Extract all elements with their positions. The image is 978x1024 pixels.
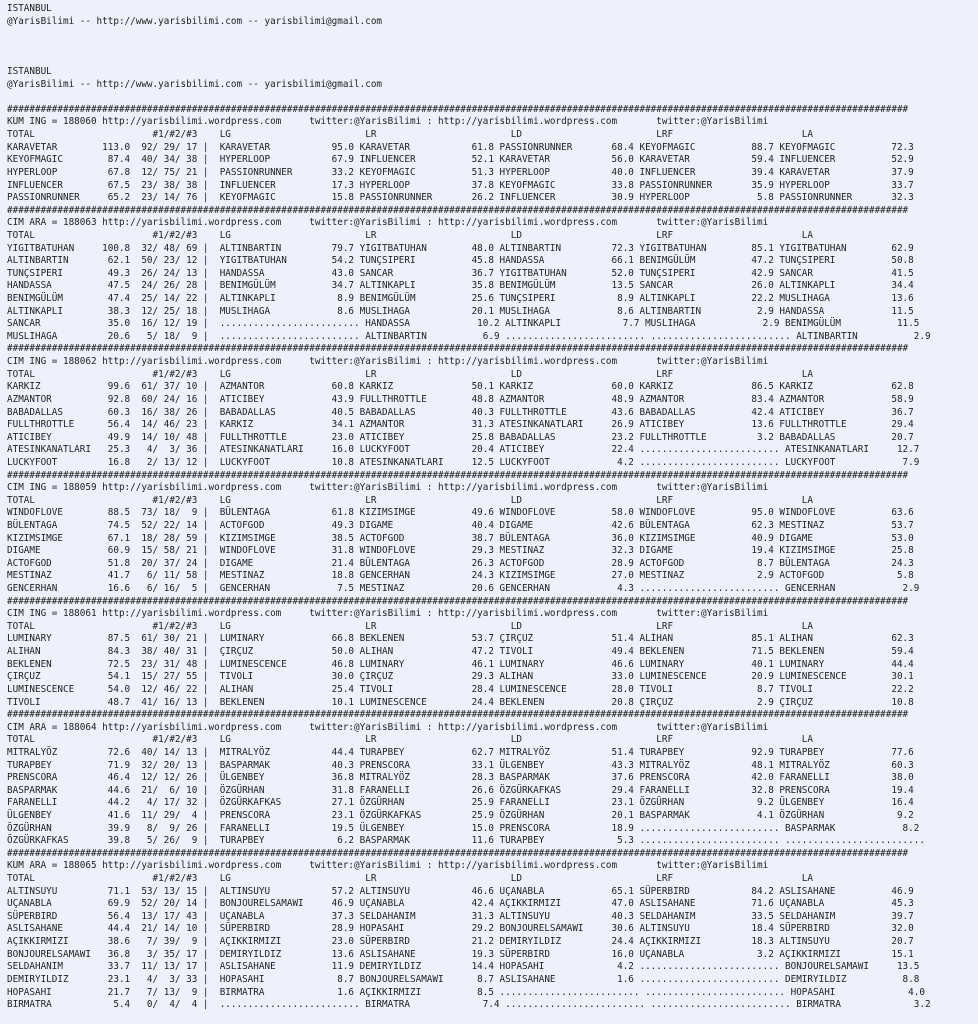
result-row: ALTINKAPLI 38.3 12/ 25/ 18 | MUSLIHAGA 8.6 MUSLIHAGA 20.1 MUSLIHAGA 8.6 ALTINBARTIN 2.9 HANDASSA 11.5 [7, 305, 914, 317]
separator-line: ################################################################################################################################################################# [7, 103, 909, 115]
result-row: KARKIZ 99.6 61/ 37/ 10 | AZMANTOR 60.8 KARKIZ 50.1 KARKIZ 60.0 KARKIZ 86.5 KARKIZ 62.8 [7, 381, 914, 393]
result-row: LUMINESCENCE 54.0 12/ 46/ 22 | ALIHAN 25.4 TIVOLI 28.4 LUMINESCENCE 28.0 TIVOLI 8.7 TIVOLI 22.2 [7, 683, 914, 695]
result-row: DIGAME 60.9 15/ 58/ 21 | WINDOFLOVE 31.8 WINDOFLOVE 29.3 MESTINAZ 32.3 DIGAME 19.4 KIZIMSIMGE 25.8 [7, 545, 914, 557]
separator-line: ################################################################################################################################################################# [7, 595, 909, 607]
blank-line [7, 53, 978, 66]
result-row: ALTINBARTIN 62.1 50/ 23/ 12 | YIGITBATUHAN 54.2 TUNÇSIPERI 45.8 HANDASSA 66.1 BENIMGÜLÜM 47.2 TUNÇSIPERI 50.8 [7, 255, 914, 267]
result-row: LUCKYFOOT 16.8 2/ 13/ 12 | LUCKYFOOT 10.8 ATESINKANATLARI 12.5 LUCKYFOOT 4.2 ......................... LUCKYFOOT 7.9 [7, 456, 920, 468]
column-header-line: TOTAL #1/#2/#3 LG LR LD LRF LA [7, 873, 813, 885]
result-row: ALIHAN 84.3 38/ 40/ 31 | ÇIRÇUZ 50.0 ALIHAN 47.2 TIVOLI 49.4 BEKLENEN 71.5 BEKLENEN 59.4 [7, 646, 914, 658]
result-row: YIGITBATUHAN 100.8 32/ 48/ 69 | ALTINBARTIN 79.7 YIGITBATUHAN 48.0 ALTINBARTIN 72.3 YIGITBATUHAN 85.1 YIGITBATUHAN 62.9 [7, 242, 914, 254]
result-row: WINDOFLOVE 88.5 73/ 18/ 9 | BÜLENTAGA 61.8 KIZIMSIMGE 49.6 WINDOFLOVE 58.0 WINDOFLOVE 95.0 WINDOFLOVE 63.6 [7, 507, 914, 519]
site-info-line: @YarisBilimi -- http://www.yarisbilimi.com -- yarisbilimi@gmail.com [7, 15, 383, 27]
blank-line [7, 91, 978, 104]
result-row: SÜPERBIRD 56.4 13/ 17/ 43 | UÇANABLA 37.3 SELDAHANIM 31.3 ALTINSUYU 40.3 SELDAHANIM 33.5 SELDAHANIM 39.7 [7, 910, 914, 922]
race-header-line: CIM ING = 188061 http://yarisbilimi.wordpress.com twitter:@YarisBilimi : http://yarisbilimi.wordpress.com twitter:@YarisBilimi [7, 608, 769, 620]
race-header-line: KUM ING = 188060 http://yarisbilimi.wordpress.com twitter:@YarisBilimi : http://yarisbilimi.wordpress.com twitter:@YarisBilimi [7, 116, 769, 128]
result-row: ÖZGÜRKAFKAS 39.8 5/ 26/ 9 | TURAPBEY 6.2 BASPARMAK 11.6 TURAPBEY 5.3 ......................... ......................... [7, 835, 925, 847]
result-row: FARANELLI 44.2 4/ 17/ 32 | ÖZGÜRKAFKAS 27.1 ÖZGÜRHAN 25.9 FARANELLI 23.1 ÖZGÜRHAN 9.2 ÜLGENBEY 16.4 [7, 797, 914, 809]
result-row: MUSLIHAGA 20.6 5/ 18/ 9 | ......................... ALTINBARTIN 6.9 ......................... ......................... ALTINBARTIN 2.9 [7, 330, 931, 342]
result-row: SELDAHANIM 33.7 11/ 13/ 17 | ASLISAHANE 11.9 DEMIRYILDIZ 14.4 HOPASAHI 4.2 ......................... BONJOURELSAMAWI 13.5 [7, 961, 920, 973]
result-row: BASPARMAK 44.6 21/ 6/ 10 | ÖZGÜRHAN 31.8 FARANELLI 26.6 ÖZGÜRKAFKAS 29.4 FARANELLI 32.8 PRENSCORA 19.4 [7, 784, 914, 796]
result-row: AZMANTOR 92.8 60/ 24/ 16 | ATICIBEY 43.9 FULLTHROTTLE 48.8 AZMANTOR 48.9 AZMANTOR 83.4 AZMANTOR 58.9 [7, 393, 914, 405]
result-row: BABADALLAS 60.3 16/ 38/ 26 | BABADALLAS 40.5 BABADALLAS 40.3 FULLTHROTTLE 43.6 BABADALLAS 42.4 ATICIBEY 36.7 [7, 406, 914, 418]
result-row: BIRMATRA 5.4 0/ 4/ 4 | ......................... BIRMATRA 7.4 ......................... ......................... BIRMATRA 3.2 [7, 999, 931, 1011]
separator-line: ################################################################################################################################################################# [7, 709, 909, 721]
result-row: MESTINAZ 41.7 6/ 11/ 58 | MESTINAZ 18.8 GENCERHAN 24.3 KIZIMSIMGE 27.0 MESTINAZ 2.9 ACTOFGOD 5.8 [7, 570, 914, 582]
result-row: BENIMGÜLÜM 47.4 25/ 14/ 22 | ALTINKAPLI 8.9 BENIMGÜLÜM 25.6 TUNÇSIPERI 8.9 ALTINKAPLI 22.2 MUSLIHAGA 13.6 [7, 293, 914, 305]
column-header-line: TOTAL #1/#2/#3 LG LR LD LRF LA [7, 368, 813, 380]
result-row: GENCERHAN 16.6 6/ 16/ 5 | GENCERHAN 7.5 MESTINAZ 20.6 GENCERHAN 4.3 ......................... GENCERHAN 2.9 [7, 583, 920, 595]
city-title: ISTANBUL [7, 66, 52, 78]
result-row: ASLISAHANE 44.4 21/ 14/ 10 | SÜPERBIRD 28.9 HOPASAHI 29.2 BONJOURELSAMAWI 30.6 ALTINSUYU 18.4 SÜPERBIRD 32.0 [7, 923, 914, 935]
city-title: ISTANBUL [7, 3, 52, 14]
separator-line: ################################################################################################################################################################# [7, 469, 909, 481]
column-header-line: TOTAL #1/#2/#3 LG LR LD LRF LA [7, 494, 813, 506]
result-row: LUMINARY 87.5 61/ 30/ 21 | LUMINARY 66.8 BEKLENEN 53.7 ÇIRÇUZ 51.4 ALIHAN 85.1 ALIHAN 62.3 [7, 633, 914, 645]
result-row: ACTOFGOD 51.8 20/ 37/ 24 | DIGAME 21.4 BÜLENTAGA 26.3 ACTOFGOD 28.9 ACTOFGOD 8.7 BÜLENTAGA 24.3 [7, 557, 914, 569]
result-row: PRENSCORA 46.4 12/ 12/ 26 | ÜLGENBEY 36.8 MITRALYÖZ 28.3 BASPARMAK 37.6 PRENSCORA 42.0 FARANELLI 38.0 [7, 772, 914, 784]
result-row: HOPASAHI 21.7 7/ 13/ 9 | BIRMATRA 1.6 AÇIKKIRMIZI 8.5 ......................... ......................... HOPASAHI 4.0 [7, 986, 925, 998]
result-row: BÜLENTAGA 74.5 52/ 22/ 14 | ACTOFGOD 49.3 DIGAME 40.4 DIGAME 42.6 BÜLENTAGA 62.3 MESTINAZ 53.7 [7, 519, 914, 531]
result-row: BEKLENEN 72.5 23/ 31/ 48 | LUMINESCENCE 46.8 LUMINARY 46.1 LUMINARY 46.6 LUMINARY 40.1 LUMINARY 44.4 [7, 658, 914, 670]
result-row: UÇANABLA 69.9 52/ 20/ 14 | BONJOURELSAMAWI 46.9 UÇANABLA 42.4 AÇIKKIRMIZI 47.0 ASLISAHANE 71.6 UÇANABLA 45.3 [7, 898, 914, 910]
result-row: DEMIRYILDIZ 23.1 4/ 3/ 33 | HOPASAHI 8.7 BONJOURELSAMAWI 8.7 ASLISAHANE 1.6 ......................... DEMIRYILDIZ 8.8 [7, 973, 920, 985]
column-header-line: TOTAL #1/#2/#3 LG LR LD LRF LA [7, 129, 813, 141]
result-row: KIZIMSIMGE 67.1 18/ 28/ 59 | KIZIMSIMGE 38.5 ACTOFGOD 38.7 BÜLENTAGA 36.0 KIZIMSIMGE 40.9 DIGAME 53.0 [7, 532, 914, 544]
result-row: MITRALYÖZ 72.6 40/ 14/ 13 | MITRALYÖZ 44.4 TURAPBEY 62.7 MITRALYÖZ 51.4 TURAPBEY 92.9 TURAPBEY 77.6 [7, 746, 914, 758]
result-row: ÖZGÜRHAN 39.9 8/ 9/ 26 | FARANELLI 19.5 ÜLGENBEY 15.0 PRENSCORA 18.9 ......................... BASPARMAK 8.2 [7, 822, 920, 834]
result-row: ÇIRÇUZ 54.1 15/ 27/ 55 | TIVOLI 30.0 ÇIRÇUZ 29.3 ALIHAN 33.0 LUMINESCENCE 20.9 LUMINESCENCE 30.1 [7, 671, 914, 683]
result-row: INFLUENCER 67.5 23/ 38/ 38 | INFLUENCER 17.3 HYPERLOOP 37.8 KEYOFMAGIC 33.8 PASSIONRUNNER 35.9 HYPERLOOP 33.7 [7, 179, 914, 191]
result-row: PASSIONRUNNER 65.2 23/ 14/ 76 | KEYOFMAGIC 15.8 PASSIONRUNNER 26.2 INFLUENCER 30.9 HYPERLOOP 5.8 PASSIONRUNNER 32.3 [7, 192, 914, 204]
column-header-line: TOTAL #1/#2/#3 LG LR LD LRF LA [7, 620, 813, 632]
result-row: ALTINSUYU 71.1 53/ 13/ 15 | ALTINSUYU 57.2 ALTINSUYU 46.6 UÇANABLA 65.1 SÜPERBIRD 84.2 ASLISAHANE 46.9 [7, 885, 914, 897]
race-header-line: CIM ARA = 188064 http://yarisbilimi.wordpress.com twitter:@YarisBilimi : http://yarisbilimi.wordpress.com twitter:@YarisBilimi [7, 721, 769, 733]
column-header-line: TOTAL #1/#2/#3 LG LR LD LRF LA [7, 229, 813, 241]
result-row: HANDASSA 47.5 24/ 26/ 28 | BENIMGÜLÜM 34.7 ALTINKAPLI 35.8 BENIMGÜLÜM 13.5 SANCAR 26.0 ALTINKAPLI 34.4 [7, 280, 914, 292]
race-header-line: KUM ARA = 188065 http://yarisbilimi.wordpress.com twitter:@YarisBilimi : http://yarisbilimi.wordpress.com twitter:@YarisBilimi [7, 860, 769, 872]
separator-line: ################################################################################################################################################################# [7, 204, 909, 216]
separator-line: ################################################################################################################################################################# [7, 847, 909, 859]
column-header-line: TOTAL #1/#2/#3 LG LR LD LRF LA [7, 734, 813, 746]
race-header-line: CIM ARA = 188063 http://yarisbilimi.wordpress.com twitter:@YarisBilimi : http://yarisbilimi.wordpress.com twitter:@YarisBilimi [7, 217, 769, 229]
race-header-line: CIM ING = 188059 http://yarisbilimi.wordpress.com twitter:@YarisBilimi : http://yarisbilimi.wordpress.com twitter:@YarisBilimi [7, 482, 769, 494]
result-row: FULLTHROTTLE 56.4 14/ 46/ 23 | KARKIZ 34.1 AZMANTOR 31.3 ATESINKANATLARI 26.9 ATICIBEY 13.6 FULLTHROTTLE 29.4 [7, 419, 914, 431]
result-row: KEYOFMAGIC 87.4 40/ 34/ 38 | HYPERLOOP 67.9 INFLUENCER 52.1 KARAVETAR 56.0 KARAVETAR 59.4 INFLUENCER 52.9 [7, 154, 914, 166]
result-row: BONJOURELSAMAWI 36.8 3/ 35/ 17 | DEMIRYILDIZ 13.6 ASLISAHANE 19.3 SÜPERBIRD 16.0 UÇANABLA 3.2 AÇIKKIRMIZI 15.1 [7, 948, 914, 960]
blank-line [7, 41, 978, 54]
result-row: ATESINKANATLARI 25.3 4/ 3/ 36 | ATESINKANATLARI 16.0 LUCKYFOOT 20.4 ATICIBEY 22.4 ......................... ATESINKANATLARI 12.7 [7, 444, 920, 456]
result-row: TUNÇSIPERI 49.3 26/ 24/ 13 | HANDASSA 43.0 SANCAR 36.7 YIGITBATUHAN 52.0 TUNÇSIPERI 42.9 SANCAR 41.5 [7, 267, 914, 279]
race-header-line: CIM ING = 188062 http://yarisbilimi.wordpress.com twitter:@YarisBilimi : http://yarisbilimi.wordpress.com twitter:@YarisBilimi [7, 356, 769, 368]
result-row: ÜLGENBEY 41.6 11/ 29/ 4 | PRENSCORA 23.1 ÖZGÜRKAFKAS 25.9 ÖZGÜRHAN 20.1 BASPARMAK 4.1 ÖZGÜRHAN 9.2 [7, 810, 914, 821]
result-row: ATICIBEY 49.9 14/ 10/ 48 | FULLTHROTTLE 23.0 ATICIBEY 25.8 BABADALLAS 23.2 FULLTHROTTLE 3.2 BABADALLAS 20.7 [7, 431, 914, 443]
site-info-line: @YarisBilimi -- http://www.yarisbilimi.com -- yarisbilimi@gmail.com [7, 78, 383, 90]
result-row: AÇIKKIRMIZI 38.6 7/ 39/ 9 | AÇIKKIRMIZI 23.0 SÜPERBIRD 21.2 DEMIRYILDIZ 24.4 AÇIKKIRMIZI 18.3 ALTINSUYU 20.7 [7, 936, 914, 948]
result-row: KARAVETAR 113.0 92/ 29/ 17 | KARAVETAR 95.0 KARAVETAR 61.8 PASSIONRUNNER 68.4 KEYOFMAGIC 88.7 KEYOFMAGIC 72.3 [7, 141, 914, 153]
blank-line [7, 28, 978, 41]
separator-line: ################################################################################################################################################################# [7, 343, 909, 355]
result-row: TIVOLI 48.7 41/ 16/ 13 | BEKLENEN 10.1 LUMINESCENCE 24.4 BEKLENEN 20.8 ÇIRÇUZ 2.9 ÇIRÇUZ 10.8 [7, 696, 914, 708]
result-row: SANCAR 35.0 16/ 12/ 19 | ......................... HANDASSA 10.2 ALTINKAPLI 7.7 MUSLIHAGA 2.9 BENIMGÜLÜM 11.5 [7, 318, 920, 330]
result-row: TURAPBEY 71.9 32/ 20/ 13 | BASPARMAK 40.3 PRENSCORA 33.1 ÜLGENBEY 43.3 MITRALYÖZ 48.1 MITRALYÖZ 60.3 [7, 759, 914, 771]
result-row: HYPERLOOP 67.8 12/ 75/ 21 | PASSIONRUNNER 33.2 KEYOFMAGIC 51.3 HYPERLOOP 40.0 INFLUENCER 39.4 KARAVETAR 37.9 [7, 166, 914, 178]
